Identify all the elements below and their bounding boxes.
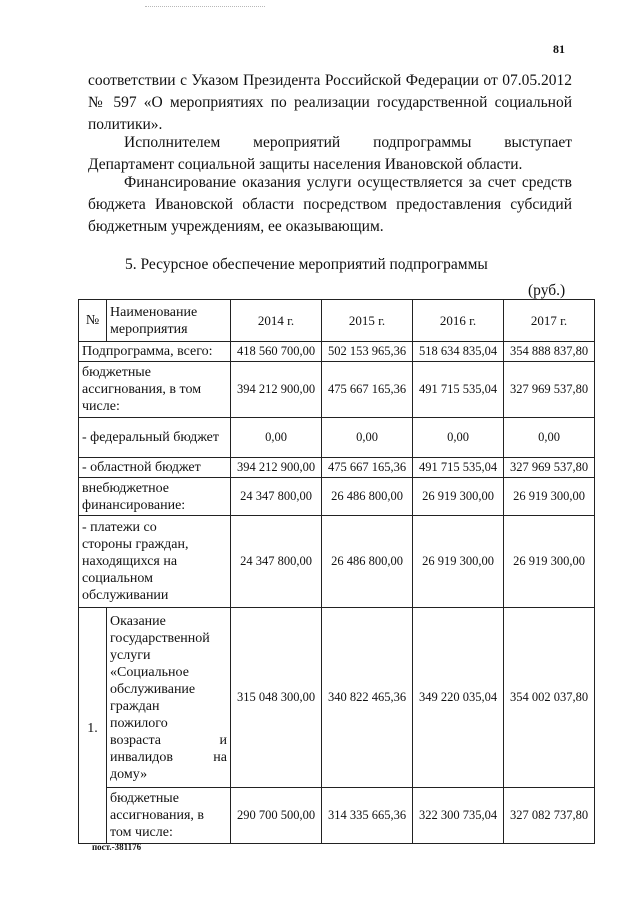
paragraph-executor: Исполнителем мероприятий подпрограммы выступает Департамент социальной защиты населения Ивановской области.: [88, 134, 572, 173]
header-number: №: [79, 300, 107, 342]
table-row: [79, 516, 595, 608]
section-title: 5. Ресурсное обеспечение мероприятий подпрограммы: [125, 256, 488, 273]
value-cell: 394 212 900,00: [231, 458, 322, 478]
page-number: 81: [553, 42, 565, 56]
value-cell: 491 715 535,04: [413, 362, 504, 418]
value-cell: 26 919 300,00: [504, 516, 595, 608]
value-cell: 354 002 037,80: [504, 608, 595, 788]
header-year-2015: 2015 г.: [322, 300, 413, 342]
row-label: внебюджетное финансирование:: [79, 478, 231, 516]
paragraph-financing: Финансирование оказания услуги осуществляется за счет средств бюджета Ивановской области посредством предоставления субсидий бюджетным учреждениям, ее оказывающим.: [88, 174, 572, 235]
table-row: [79, 418, 595, 458]
header-name: Наименование мероприятия: [107, 300, 231, 342]
value-cell: 349 220 035,04: [413, 608, 504, 788]
table-row-item: [79, 608, 595, 788]
value-cell: 491 715 535,04: [413, 458, 504, 478]
value-cell: 327 082 737,80: [504, 788, 595, 844]
value-cell: 340 822 465,36: [322, 608, 413, 788]
item-index: 1.: [79, 608, 107, 844]
row-label: - областной бюджет: [79, 458, 231, 478]
value-cell: 0,00: [322, 418, 413, 458]
footer-code: пост.-381176: [92, 842, 142, 852]
value-cell: 26 486 800,00: [322, 516, 413, 608]
scan-artifact: [145, 6, 265, 10]
table-row: [79, 342, 595, 362]
value-cell: 314 335 665,36: [322, 788, 413, 844]
table-row: [79, 458, 595, 478]
value-cell: 24 347 800,00: [231, 516, 322, 608]
value-cell: 24 347 800,00: [231, 478, 322, 516]
item-label: Оказание государственной услуги «Социальное обслуживание граждан пожилого возраста и инвалидов на дому»: [107, 608, 231, 788]
value-cell: 315 048 300,00: [231, 608, 322, 788]
value-cell: 327 969 537,80: [504, 362, 595, 418]
row-label: Подпрограмма, всего:: [79, 342, 231, 362]
value-cell: 26 919 300,00: [413, 516, 504, 608]
value-cell: 0,00: [504, 418, 595, 458]
value-cell: 354 888 837,80: [504, 342, 595, 362]
value-cell: 418 560 700,00: [231, 342, 322, 362]
value-cell: 322 300 735,04: [413, 788, 504, 844]
row-label: бюджетные ассигнования, в том числе:: [107, 788, 231, 844]
value-cell: 26 486 800,00: [322, 478, 413, 516]
header-year-2016: 2016 г.: [413, 300, 504, 342]
value-cell: 475 667 165,36: [322, 458, 413, 478]
value-cell: 26 919 300,00: [504, 478, 595, 516]
table-row: [79, 362, 595, 418]
header-year-2017: 2017 г.: [504, 300, 595, 342]
value-cell: 518 634 835,04: [413, 342, 504, 362]
header-year-2014: 2014 г.: [231, 300, 322, 342]
value-cell: 327 969 537,80: [504, 458, 595, 478]
resource-table: [78, 299, 595, 844]
value-cell: 394 212 900,00: [231, 362, 322, 418]
table-row: [79, 788, 595, 844]
row-label: - федеральный бюджет: [79, 418, 231, 458]
row-label: бюджетные ассигнования, в том числе:: [79, 362, 231, 418]
value-cell: 290 700 500,00: [231, 788, 322, 844]
value-cell: 0,00: [231, 418, 322, 458]
currency-note: (руб.): [528, 282, 566, 299]
row-label: - платежи со стороны граждан, находящихся на социальном обслуживании: [79, 516, 231, 608]
table-row: [79, 478, 595, 516]
value-cell: 475 667 165,36: [322, 362, 413, 418]
paragraph-decree-reference: соответствии с Указом Президента Российской Федерации от 07.05.2012 № 597 «О мероприятиях по реализации государственной социальной политики».: [88, 72, 572, 133]
value-cell: 26 919 300,00: [413, 478, 504, 516]
value-cell: 502 153 965,36: [322, 342, 413, 362]
table-header-row: [79, 300, 595, 342]
value-cell: 0,00: [413, 418, 504, 458]
